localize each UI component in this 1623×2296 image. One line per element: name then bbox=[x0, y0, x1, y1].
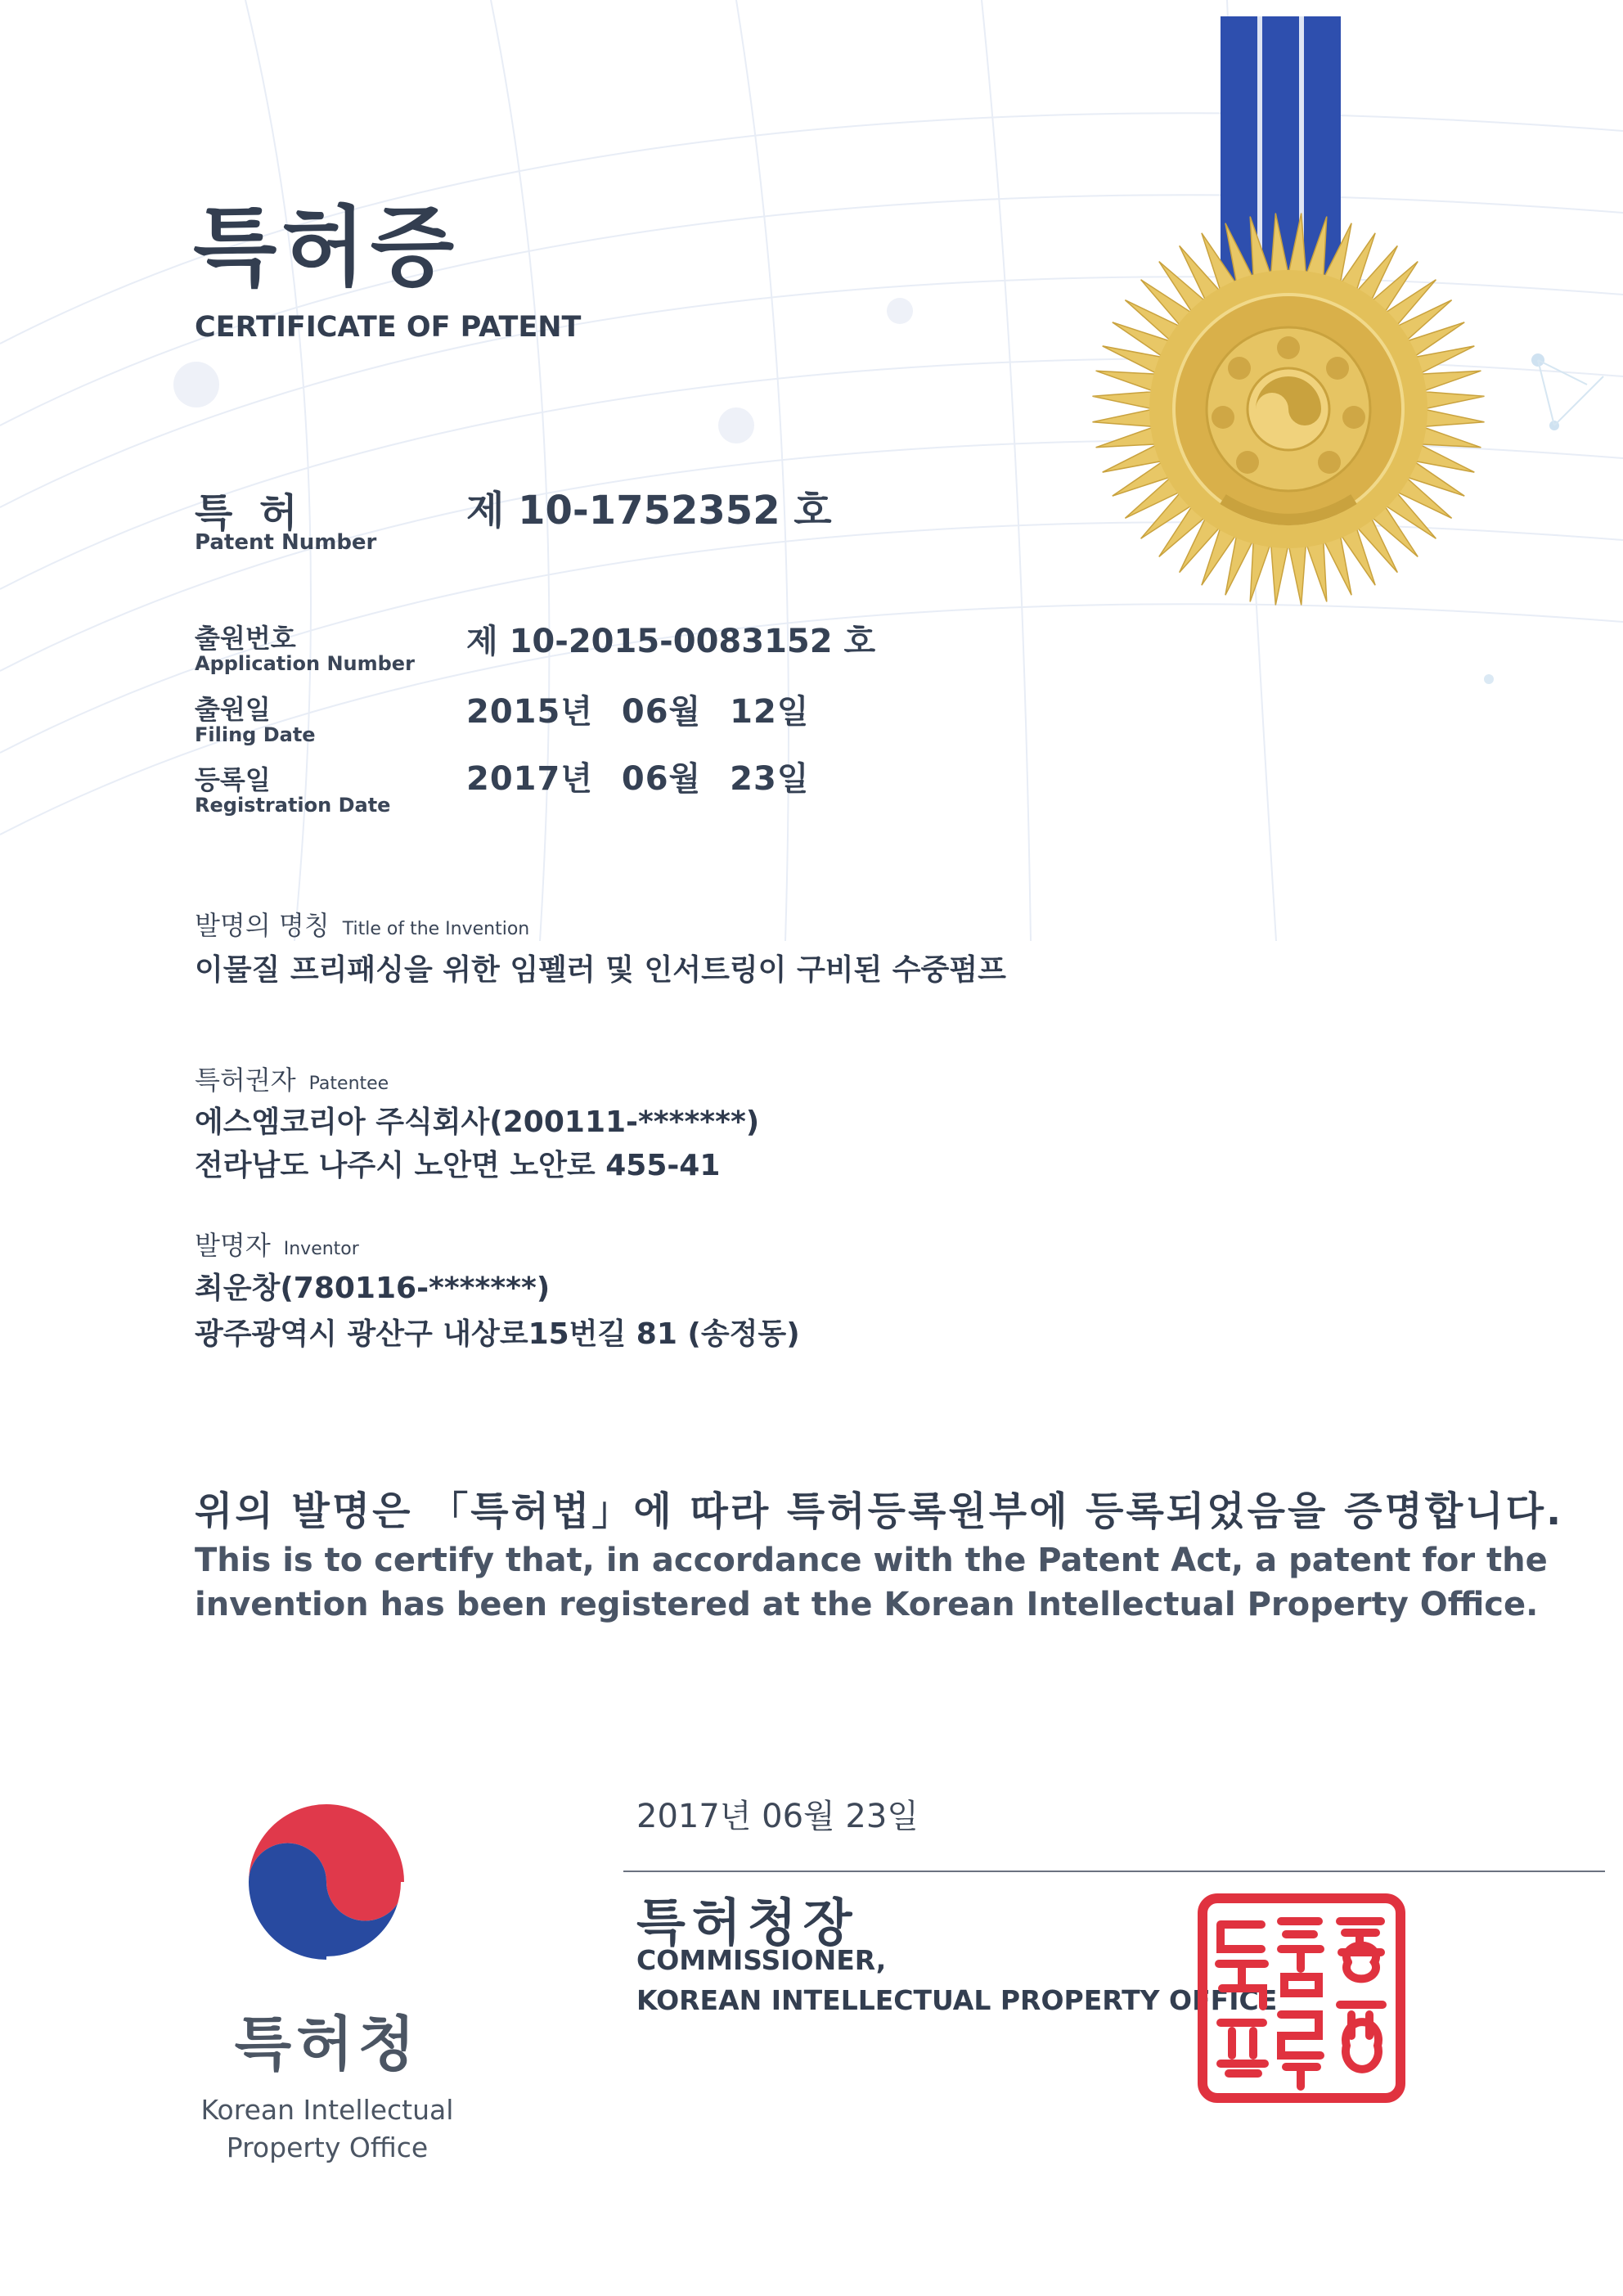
commissioner-title-en-line1: COMMISSIONER, bbox=[636, 1944, 887, 1976]
kipo-logo-text-en-line1: Korean Intellectual bbox=[200, 2094, 454, 2126]
registration-date-label-en: Registration Date bbox=[195, 794, 391, 817]
inventor-address: 광주광역시 광산구 내상로15번길 81 (송정동) bbox=[195, 1317, 800, 1351]
kipo-logo-text-ko: 특허청 bbox=[234, 2010, 420, 2078]
kipo-logo-text-en-line2: Property Office bbox=[226, 2132, 429, 2163]
certification-statement-ko: 위의 발명은 「특허법」에 따라 특허등록원부에 등록되었음을 증명합니다. bbox=[195, 1488, 1564, 1534]
gold-medal-emblem-icon bbox=[1080, 16, 1489, 622]
certification-statement-en: This is to certify that, in accordance with the Patent Act, a patent for the invention has been registered at the Korean Intellectual Property Office. bbox=[195, 1542, 1548, 1623]
kipo-taeguk-logo-icon bbox=[232, 1788, 420, 1976]
application-number-value: 제 10-2015-0083152 호 bbox=[466, 623, 876, 660]
filing-date-value: 2015년 06월 12일 bbox=[466, 693, 810, 731]
invention-title-label bbox=[195, 905, 529, 943]
patent-number-value: 제 10-1752352 호 bbox=[466, 488, 832, 533]
patent-number-label-ko: 특 허 bbox=[195, 490, 304, 536]
registration-date-label-ko: 등록일 bbox=[195, 764, 271, 795]
inventor-label bbox=[195, 1225, 359, 1263]
patentee-name: 에스엠코리아 주식회사(200111-*******) bbox=[195, 1105, 760, 1139]
patentee-label-en: Patentee bbox=[308, 1074, 389, 1094]
official-red-seal-icon bbox=[1196, 1892, 1407, 2105]
commissioner-title-ko: 특허청장 bbox=[636, 1893, 859, 1952]
patentee-address: 전라남도 나주시 노안면 노안로 455-41 bbox=[195, 1149, 721, 1182]
signature-divider bbox=[623, 1871, 1605, 1872]
invention-title-value: 이물질 프리패싱을 위한 임펠러 및 인서트링이 구비된 수중펌프 bbox=[195, 953, 1006, 987]
invention-title-label-en: Title of the Invention bbox=[342, 919, 530, 939]
invention-title-label-ko: 발명의 명칭 bbox=[195, 910, 330, 941]
application-number-label-ko: 출원번호 bbox=[195, 623, 296, 654]
inventor-label-ko: 발명자 bbox=[195, 1230, 271, 1261]
certificate-title-en: CERTIFICATE OF PATENT bbox=[195, 311, 582, 344]
registration-date-value: 2017년 06월 23일 bbox=[466, 760, 810, 798]
kipo-logo-text-en bbox=[180, 2091, 474, 2167]
patentee-label-ko: 특허권자 bbox=[195, 1065, 296, 1096]
issue-date: 2017년 06월 23일 bbox=[636, 1798, 919, 1835]
filing-date-label-en: Filing Date bbox=[195, 723, 316, 746]
patentee-label bbox=[195, 1060, 389, 1097]
filing-date-label-ko: 출원일 bbox=[195, 694, 271, 725]
application-number-label-en: Application Number bbox=[195, 652, 415, 675]
certificate-title-ko: 특허증 bbox=[193, 197, 460, 298]
inventor-name: 최운창(780116-*******) bbox=[195, 1272, 551, 1305]
commissioner-title-en-line2: KOREAN INTELLECTUAL PROPERTY OFFICE bbox=[636, 1984, 1278, 2016]
inventor-label-en: Inventor bbox=[283, 1239, 359, 1259]
patent-number-label-en: Patent Number bbox=[195, 530, 377, 555]
